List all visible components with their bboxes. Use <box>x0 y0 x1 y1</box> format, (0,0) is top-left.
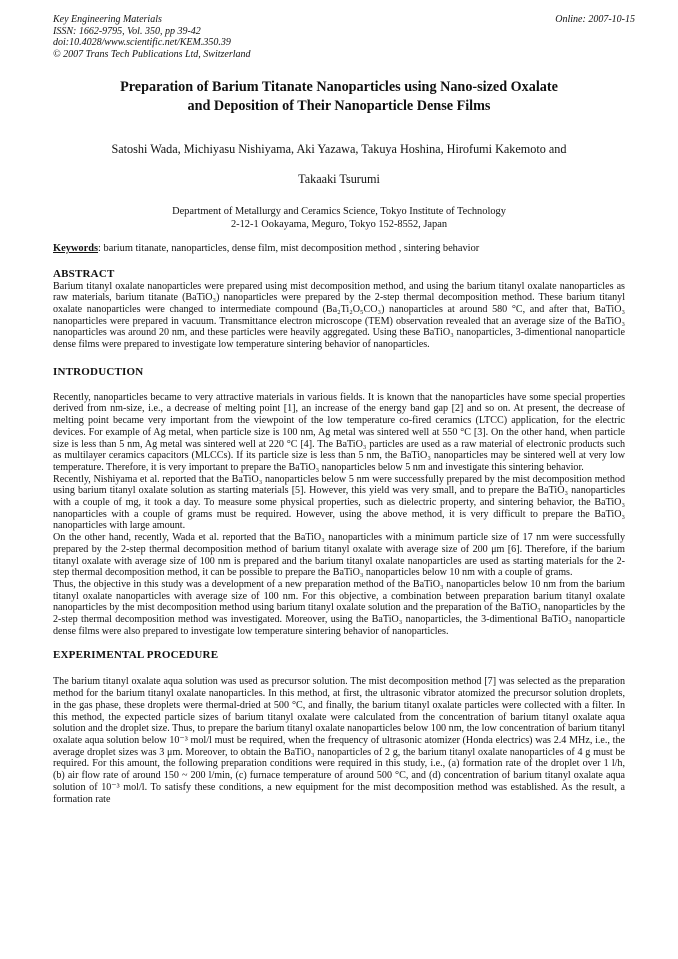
experimental-heading: EXPERIMENTAL PROCEDURE <box>53 649 219 662</box>
title-line-1: Preparation of Barium Titanate Nanoparticles using Nano-sized Oxalate <box>120 79 558 95</box>
doi-line: doi:10.4028/www.scientific.net/KEM.350.39 <box>53 37 231 48</box>
intro-paragraph-1: Recently, nanoparticles became to very attractive materials in various fields. It is known that the nanoparticles have some special properties derived from nm-size, i.e., a decrease of melting point [1], an increase of the energy band gap [2] and so on. At present, the decrease of melting point became very important from the viewpoint of the low temperature co-fired ceramics (LTCC) application, for the electric devices. For example of Ag metal, when particle size is 100 nm, Ag metal was sintered well at 550 °C [3]. On the other hand, when particle size is less than 5 nm, Ag metal was sintered well at 220 °C [4]. The BaTiO₃ particles are used as a raw material of electronic products such as multilayer ceramics capacitors (MLCCs). If its particle size is less than 5 nm, the BaTiO₃ nanoparticles may be sintered well at very low temperature. Therefore, it is very important to prepare the BaTiO₃ nanoparticles below 5 nm and investigate this sintering behavior. <box>53 391 625 473</box>
introduction-heading: INTRODUCTION <box>53 365 144 378</box>
intro-paragraph-4: Thus, the objective in this study was a development of a new preparation method of the BaTiO₃ nanoparticles below 10 nm from the barium titanyl oxalate nanoparticles with average size of 100 nm. For this objective, a combination between preparation barium titanyl oxalate nanoparticles by the mist decomposition method using barium titanyl oxalate solution and the preparation of the BaTiO₃ nanoparticles by the 2-step thermal decomposition method was investigated. Moreover, using the BaTiO₃ nanoparticles, the 3-dimentional BaTiO₃ nanoparticle dense films were also prepared to investigate low temperature sintering behavior of nanoparticles. <box>53 578 625 637</box>
affiliation-line-2: 2-12-1 Ookayama, Meguro, Tokyo 152-8552, Japan <box>230 218 448 230</box>
running-head <box>53 14 635 60</box>
keywords-label: Keywords <box>53 243 99 254</box>
abstract-heading: ABSTRACT <box>53 267 115 280</box>
author-list <box>53 134 625 194</box>
affiliation <box>53 206 625 231</box>
abstract-text: Barium titanyl oxalate nanoparticles were prepared using mist decomposition method, and using the barium titanyl oxalate nanoparticles as raw materials, barium titanate (BaTiO₃) nanoparticles were prepared by the 2-step thermal decomposition method. These barium titanyl oxalate nanoparticles were changed to intermediate compound (Ba₂Ti₂O₅CO₃) nanoparticles at around 580 °C, and after that, BaTiO₃ nanoparticles were prepared in vacuum. Transmittance electron microscope (TEM) observation revealed that an average size of the BaTiO₃ nanoparticles was around 20 nm, and these particles were heavily aggregated. Using these BaTiO₃ nanoparticles, 3-dimentional nanoparticle dense films were prepared to investigate low temperature sintering behavior of nanoparticles. <box>53 280 625 351</box>
authors-line-1: Satoshi Wada, Michiyasu Nishiyama, Aki Yazawa, Takuya Hoshina, Hirofumi Kakemoto and <box>111 142 567 156</box>
online-date: Online: 2007-10-15 <box>555 14 635 25</box>
experimental-paragraph-1: The barium titanyl oxalate aqua solution was used as precursor solution. The mist decomposition method [7] was selected as the preparation method for the barium titanyl oxalate nanoparticles. In this method, at first, the ultrasonic vibrator atomized the precursor solution droplets, in the gas phase, these droplets were thermal-dried at 500 °C, and finally, the barium titanyl oxalate particles were collected with a filter. In this method, the expected particle sizes of barium titanyl oxalate were calculated from the concentration of barium titanyl oxalate aqua solution and the droplet size. Thus, to prepare the barium titanyl oxalate nanoparticles below 100 nm, the low concentration of barium titanyl oxalate aqua solution below 10⁻³ mol/l must be required, when the frequency of ultrasonic atomizer (Honda electrics) was 2.4 MHz, i.e., the average droplet sizes was 3 μm. Moreover, to obtain the BaTiO₃ nanoparticles of 2 g, the barium titanyl oxalate nanoparticles of 4 g must be required. For this amount, the following preparation conditions were required in this study, i.e., (a) formation rate of the droplet over 1 l/h, (b) air flow rate of around 150 ~ 200 l/min, (c) furnace temperature of around 500 °C, and (d) concentration of barium titanyl oxalate aqua solution of 10⁻³ mol/l. To satisfy these conditions, a new equipment for the mist decomposition method was established. As the result, a formation rate <box>53 676 625 805</box>
copyright-line: © 2007 Trans Tech Publications Ltd, Switzerland <box>53 48 251 60</box>
keywords-text: : barium titanate, nanoparticles, dense film, mist decomposition method , sintering behavior <box>98 243 480 254</box>
intro-paragraph-3: On the other hand, recently, Wada et al. reported that the BaTiO₃ nanoparticles with a minimum particle size of 17 nm were successfully prepared by the 2-step thermal decomposition method of barium titanyl oxalate with average size of 200 μm [6]. Therefore, if the barium titanyl oxalate with average size of 100 nm is prepared and the barium titanyl oxalate nanoparticles are used as starting materials for the 2-step thermal decomposition method, it can be possible to prepare the BaTiO₃ nanoparticles below 10 nm with a couple of grams. <box>53 532 625 579</box>
title-line-2: and Deposition of Their Nanoparticle Dense Films <box>187 98 491 114</box>
authors-line-2: Takaaki Tsurumi <box>298 172 380 186</box>
affiliation-line-1: Department of Metallurgy and Ceramics Science, Tokyo Institute of Technology <box>172 206 506 217</box>
paper-title <box>53 78 625 116</box>
paper-page <box>53 14 635 805</box>
intro-paragraph-2: Recently, Nishiyama et al. reported that the BaTiO₃ nanoparticles below 5 nm were successfully prepared by the mist decomposition method using barium titanyl oxalate solution as starting materials [5]. However, this yield was very small, and to prepare the BaTiO₃ nanoparticles with a couple of mg, it took a day. To measure some physical properties, such as dielectric property, and sintering behavior, the BaTiO₃ nanoparticles with a couple of grams must be required. However, using the above method, it is very difficult to prepare the BaTiO₃ nanoparticles with large amount. <box>53 473 625 532</box>
keywords <box>53 243 625 256</box>
issn-line: ISSN: 1662-9795, Vol. 350, pp 39-42 <box>53 25 201 37</box>
journal-name: Key Engineering Materials <box>53 14 162 25</box>
